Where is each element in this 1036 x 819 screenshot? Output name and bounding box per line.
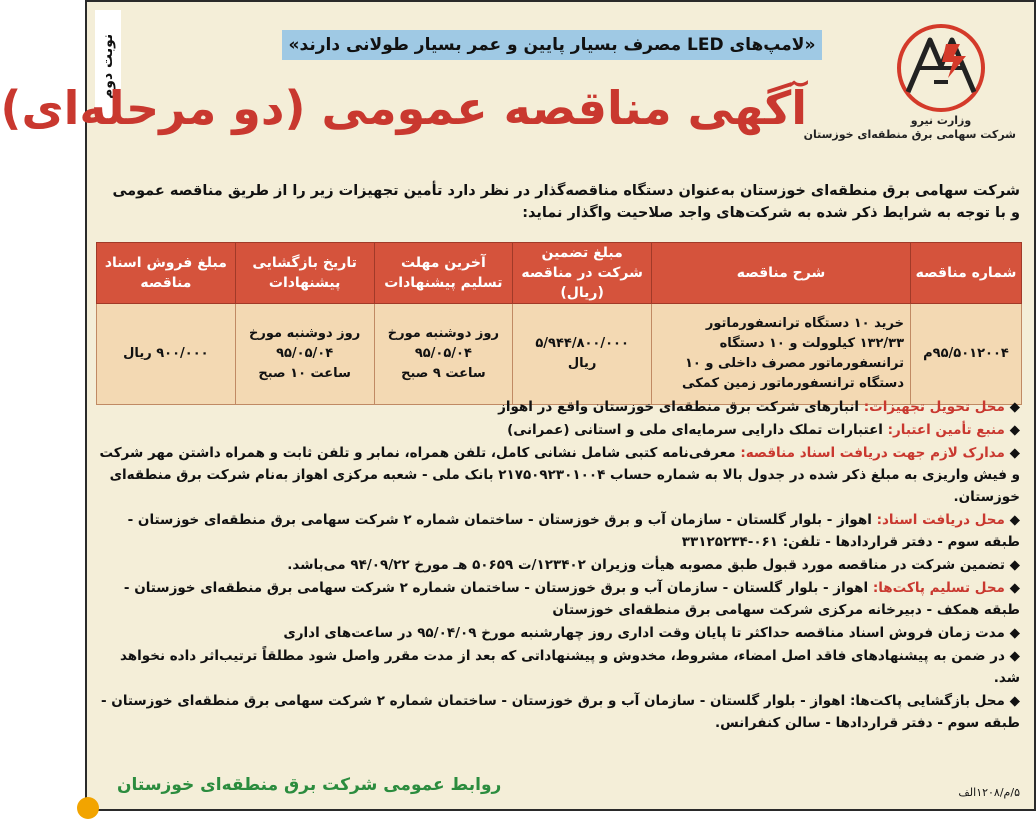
opening-day: روز دوشنبه مورخ	[249, 326, 361, 341]
detail-key: مدارک لازم جهت دریافت اسناد مناقصه:	[740, 445, 1005, 461]
cell-description: خرید ۱۰ دستگاه ترانسفورماتور ۱۳۲/۳۳ کیلوولت و ۱۰ دستگاه ترانسفورماتور مصرف داخلی و ۱۰ دستگاه ترانسفورماتور زمین کمکی	[652, 304, 911, 405]
header-guarantee: مبلغ تضمین شرکت در مناقصه (ریال)	[513, 243, 652, 304]
detail-text: محل بازگشایی پاکت‌ها: اهواز - بلوار گلستان - سازمان آب و برق خوزستان - ساختمان شماره ۲ شرکت سهامی برق منطقه‌ای خوزستان - طبقه سوم - دفتر قراردادها - سالن کنفرانس.	[101, 693, 1020, 731]
led-slogan-banner: «لامپ‌های LED مصرف بسیار پایین و عمر بسیار طولانی دارند»	[282, 30, 822, 60]
table-header-row	[97, 243, 1022, 304]
publication-round-tag: نوبت دوم	[95, 10, 121, 122]
detail-item: ◆ منبع تأمین اعتبار: اعتبارات تملک دارایی سرمایه‌ای ملی و استانی (عمرانی)	[507, 422, 1020, 438]
detail-text: اعتبارات تملک دارایی سرمایه‌ای ملی و استانی (عمرانی)	[507, 422, 888, 438]
deadline-date: ۹۵/۰۵/۰۴	[414, 346, 472, 361]
corner-dot-icon	[77, 797, 99, 819]
detail-text: معرفی‌نامه کتبی شامل نشانی کامل، تلفن همراه، نمابر و تلفن ثابت و همراه داشتن مهر شرکت و فیش واریزی به مبلغ ذکر شده در جدول بالا به شماره حساب ۲۱۷۵۰۹۲۳۰۱۰۰۴ بانک ملی - شعبه مرکزی اهواز به‌نام شرکت برق منطقه‌ای خوزستان.	[99, 445, 1020, 505]
header-deadline: آخرین مهلت تسلیم پیشنهادات	[374, 243, 513, 304]
cell-deadline	[374, 304, 513, 405]
cell-guarantee: ۵/۹۴۴/۸۰۰/۰۰۰ ریال	[513, 304, 652, 405]
header-tender-number: شماره مناقصه	[911, 243, 1022, 304]
table-row	[97, 304, 1022, 405]
detail-item: ◆ محل بازگشایی پاکت‌ها: اهواز - بلوار گلستان - سازمان آب و برق خوزستان - ساختمان شماره ۲ شرکت سهامی برق منطقه‌ای خوزستان - طبقه سوم - دفتر قراردادها - سالن کنفرانس.	[101, 693, 1020, 731]
cell-opening	[235, 304, 374, 405]
detail-item: ◆ مدارک لازم جهت دریافت اسناد مناقصه: معرفی‌نامه کتبی شامل نشانی کامل، تلفن همراه، نمابر و تلفن ثابت و همراه داشتن مهر شرکت و فیش واریزی به مبلغ ذکر شده در جدول بالا به شماره حساب ۲۱۷۵۰۹۲۳۰۱۰۰۴ بانک ملی - شعبه مرکزی اهواز به‌نام شرکت برق منطقه‌ای خوزستان.	[99, 445, 1020, 505]
power-tower-logo-icon	[886, 22, 996, 114]
detail-item: ◆ تضمین شرکت در مناقصه مورد قبول طبق مصوبه هیأت وزیران ۱۲۳۴۰۲/ت ۵۰۶۵۹ هـ مورخ ۹۴/۰۹/۲۲ می‌باشد.	[287, 557, 1020, 573]
opening-time: ساعت ۱۰ صبح	[258, 366, 351, 381]
ad-code: ۵/م/۱۲۰۸الف	[958, 786, 1020, 799]
header-sale-price: مبلغ فروش اسناد مناقصه	[97, 243, 236, 304]
detail-key: منبع تأمین اعتبار:	[887, 422, 1005, 438]
detail-text: در ضمن به پیشنهادهای فاقد اصل امضاء، مشروط، مخدوش و پیشنهاداتی که بعد از مدت مقرر واصل شود مطلقاً ترتیب‌اثر داده نخواهد شد.	[119, 648, 1020, 686]
detail-item: ◆ محل دریافت اسناد: اهواز - بلوار گلستان - سازمان آب و برق خوزستان - ساختمان شماره ۲ شرکت سهامی برق منطقه‌ای خوزستان - طبقه سوم - دفتر قراردادها - تلفن: ۰۶۱-۳۳۱۲۵۲۳۴	[127, 512, 1020, 550]
detail-text: اهواز - بلوار گلستان - سازمان آب و برق خوزستان - ساختمان شماره ۲ شرکت سهامی برق منطقه‌ای خوزستان - طبقه سوم - دفتر قراردادها - تلفن: ۰۶۱-۳۳۱۲۵۲۳۴	[127, 512, 1020, 550]
detail-text: تضمین شرکت در مناقصه مورد قبول طبق مصوبه هیأت وزیران ۱۲۳۴۰۲/ت ۵۰۶۵۹ هـ مورخ ۹۴/۰۹/۲۲ می‌باشد.	[287, 557, 1005, 573]
detail-text: انبارهای شرکت برق منطقه‌ای خوزستان واقع در اهواز	[498, 399, 864, 415]
opening-date: ۹۵/۰۵/۰۴	[276, 346, 334, 361]
deadline-time: ساعت ۹ صبح	[401, 366, 486, 381]
detail-key: محل تسلیم پاکت‌ها:	[872, 580, 1005, 596]
ministry-label: وزارت نیرو	[910, 114, 972, 127]
company-label: شرکت سهامی برق منطقه‌ای خوزستان	[803, 128, 1016, 141]
public-relations-signature: روابط عمومی شرکت برق منطقه‌ای خوزستان	[117, 775, 502, 795]
details-section	[98, 396, 1020, 735]
detail-key: محل دریافت اسناد:	[876, 512, 1005, 528]
tender-table	[96, 242, 1022, 405]
cell-sale-price: ۹۰۰/۰۰۰ ریال	[97, 304, 236, 405]
detail-item: ◆ در ضمن به پیشنهادهای فاقد اصل امضاء، مشروط، مخدوش و پیشنهاداتی که بعد از مدت مقرر واصل شود مطلقاً ترتیب‌اثر داده نخواهد شد.	[119, 648, 1020, 686]
detail-item: ◆ مدت زمان فروش اسناد مناقصه حداکثر تا پایان وقت اداری روز چهارشنبه مورخ ۹۵/۰۴/۰۹ در ساعت‌های اداری	[283, 625, 1020, 641]
cell-tender-number: ۹۵/۵۰۱۲۰۰۴م	[911, 304, 1022, 405]
detail-item: ◆ محل تحویل تجهیزات: انبارهای شرکت برق منطقه‌ای خوزستان واقع در اهواز	[498, 399, 1020, 415]
intro-paragraph	[100, 180, 1020, 224]
detail-text: اهواز - بلوار گلستان - سازمان آب و برق خوزستان - ساختمان شماره ۲ شرکت سهامی برق منطقه‌ای خوزستان - طبقه همکف - دبیرخانه مرکزی شرکت سهامی برق منطقه‌ای خوزستان	[123, 580, 1020, 618]
header-opening-date: تاریخ بازگشایی پیشنهادات	[235, 243, 374, 304]
deadline-day: روز دوشنبه مورخ	[387, 326, 499, 341]
detail-item: ◆ محل تسلیم پاکت‌ها: اهواز - بلوار گلستان - سازمان آب و برق خوزستان - ساختمان شماره ۲ شرکت سهامی برق منطقه‌ای خوزستان - طبقه همکف - دبیرخانه مرکزی شرکت سهامی برق منطقه‌ای خوزستان	[123, 580, 1020, 618]
detail-key: محل تحویل تجهیزات:	[863, 399, 1005, 415]
notice-title: آگهی مناقصه عمومی (دو مرحله‌ای)	[0, 81, 807, 135]
intro-text: شرکت سهامی برق منطقه‌ای خوزستان به‌عنوان دستگاه مناقصه‌گذار در نظر دارد تأمین تجهیزات زیر را از طریق مناقصه عمومی و با توجه به شرایط ذکر شده به شرکت‌های واجد صلاحیت واگذار نماید:	[112, 183, 1020, 221]
company-logo	[803, 22, 1016, 142]
header-description: شرح مناقصه	[652, 243, 911, 304]
detail-text: مدت زمان فروش اسناد مناقصه حداکثر تا پایان وقت اداری روز چهارشنبه مورخ ۹۵/۰۴/۰۹ در ساعت‌های اداری	[283, 625, 1005, 641]
